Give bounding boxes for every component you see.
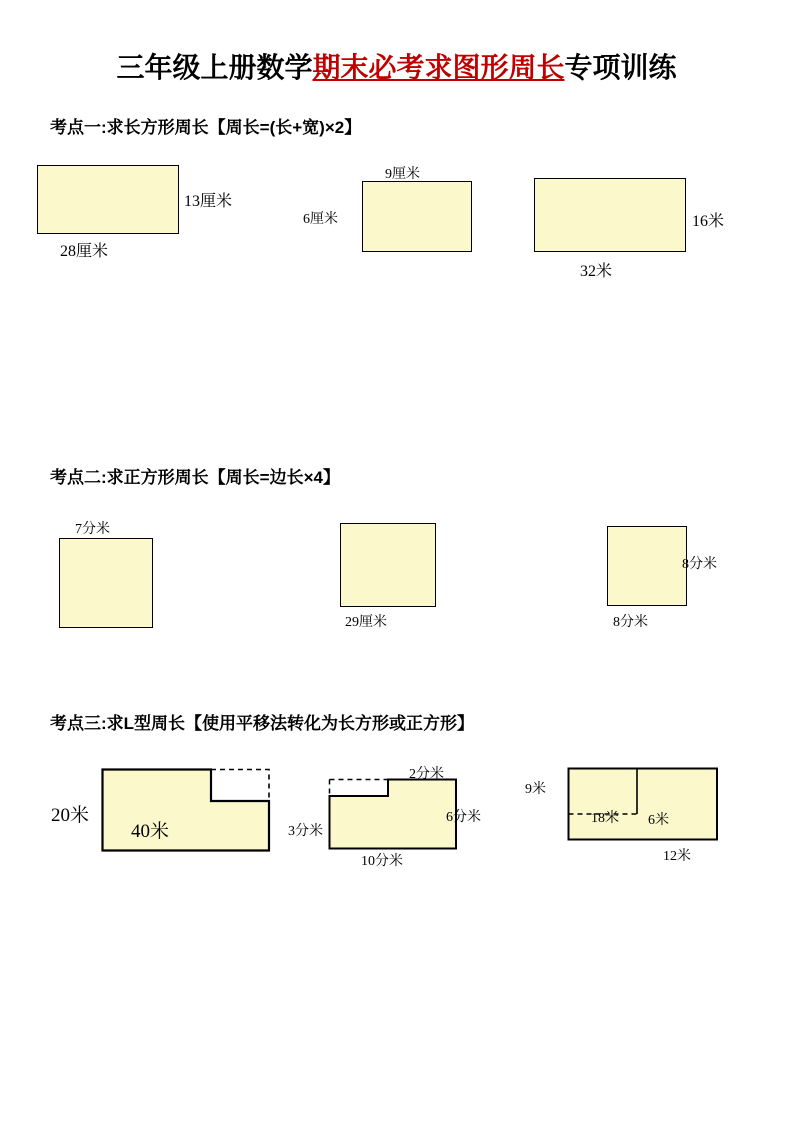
label-rect2-top: 9厘米 [385,167,420,182]
section-heading-1: 考点一:求长方形周长【周长=(长+宽)×2】 [50,118,362,137]
square-shape-1 [59,538,153,628]
label-l2-left: 3分米 [288,824,323,839]
label-rect3-right: 16米 [692,213,725,230]
label-square1-top: 7分米 [75,522,110,537]
section-heading-3: 考点三:求L型周长【使用平移法转化为长方形或正方形】 [50,714,475,733]
label-rect1-right: 13厘米 [184,193,233,210]
figure-l-shape-2 [328,778,458,850]
label-rect3-bottom: 32米 [580,263,613,280]
square-shape-2 [340,523,436,607]
rectangle-shape-2 [362,181,472,252]
label-l1-inner: 40米 [131,821,170,842]
label-square3-right: 8分米 [682,557,717,572]
label-l3-inner: 18米 [591,811,619,826]
label-l2-right: 6分米 [446,810,481,825]
rectangle-shape-1 [37,165,179,234]
label-rect1-bottom: 28厘米 [60,243,109,260]
figure-l-shape-3 [567,767,719,841]
title-highlight: 期末必考求图形周长 [312,52,565,83]
label-square3-bottom: 8分米 [613,615,648,630]
label-l3-left: 9米 [525,782,546,797]
title-part-1: 三年级上册数学 [116,52,313,83]
l-shape-2-svg [328,778,458,850]
label-l2-top: 2分米 [409,767,444,782]
label-l3-right: 6米 [648,813,669,828]
label-l1-left: 20米 [51,805,90,826]
label-rect2-left: 6厘米 [303,212,338,227]
l-shape-1-svg [101,768,271,852]
page-title [0,46,793,86]
label-l2-bottom: 10分米 [361,854,403,869]
rectangle-shape-3 [534,178,686,252]
title-part-2: 专项训练 [564,52,677,83]
label-square2-bottom: 29厘米 [345,615,387,630]
square-shape-3 [607,526,687,606]
figure-l-shape-1 [101,768,271,852]
label-l3-bottom: 12米 [663,849,691,864]
l-shape-3-svg [567,767,719,841]
section-heading-2: 考点二:求正方形周长【周长=边长×4】 [50,468,340,487]
